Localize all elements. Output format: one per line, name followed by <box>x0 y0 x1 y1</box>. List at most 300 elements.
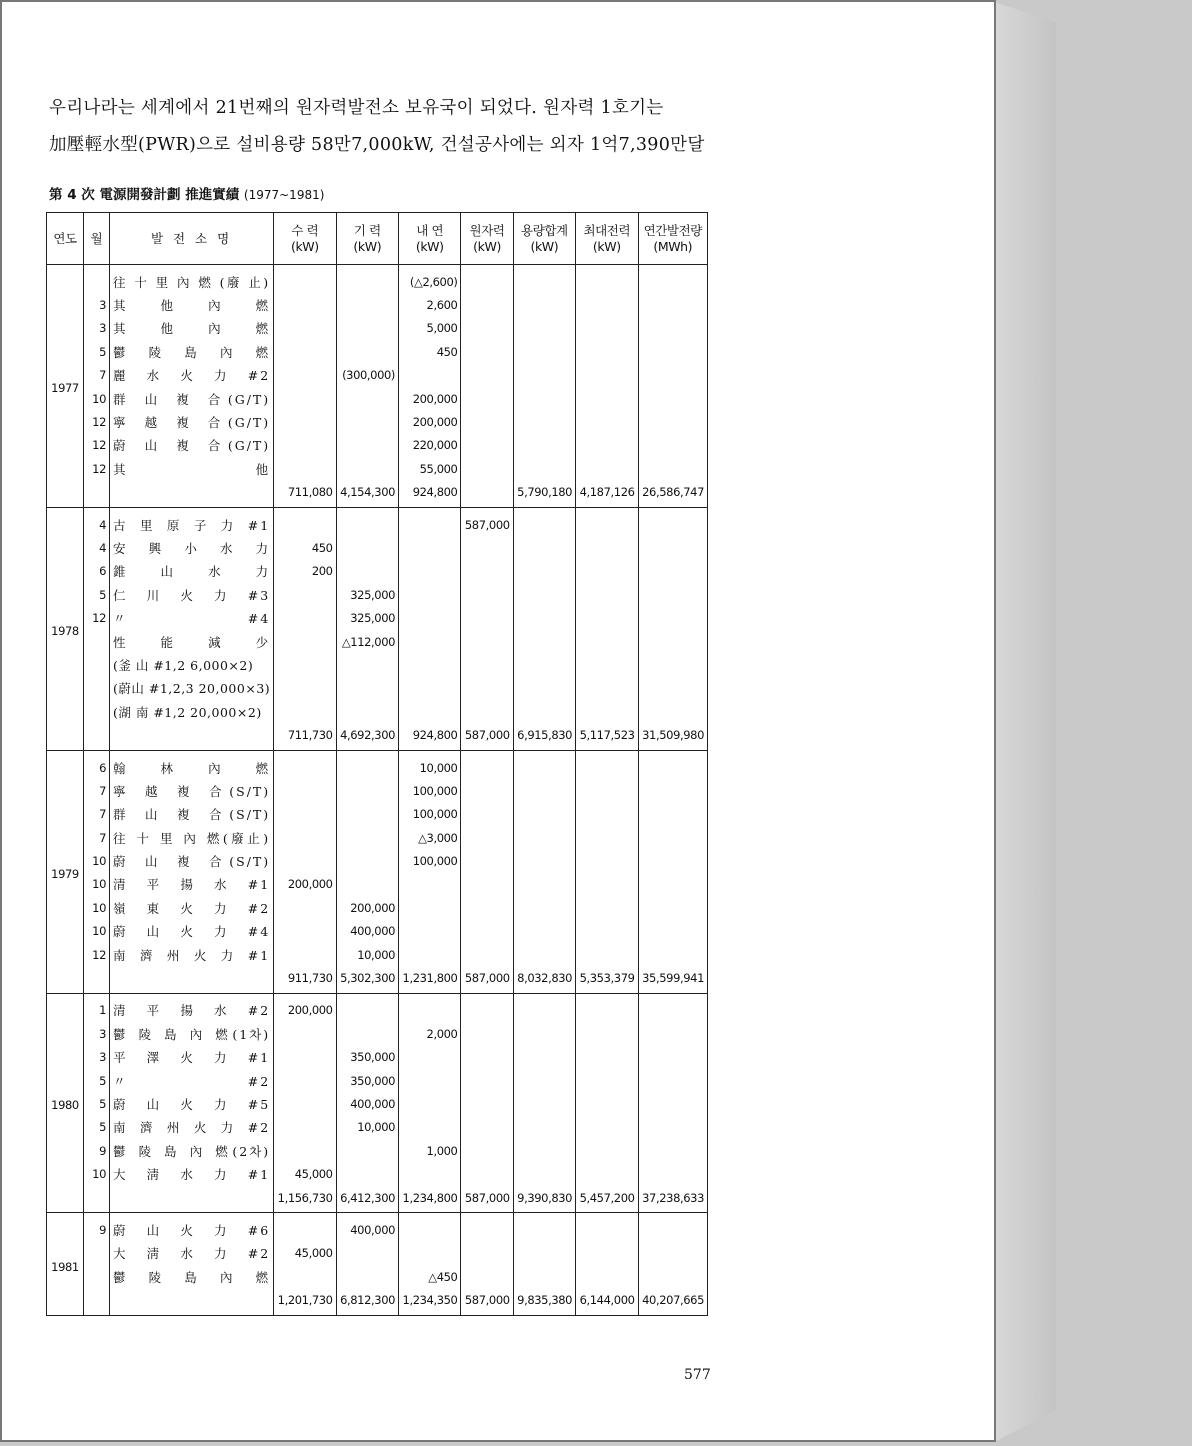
hydro-cell <box>274 677 336 700</box>
hydro-cell: 711,080 <box>274 481 336 508</box>
thermal-cell <box>336 873 398 896</box>
nuclear-cell <box>461 340 513 363</box>
table-row <box>47 803 708 826</box>
thermal-cell: 10,000 <box>336 943 398 966</box>
internal-combustion-cell: 2,600 <box>399 293 461 316</box>
annual-generation-cell <box>638 434 707 457</box>
nuclear-cell <box>461 1046 513 1069</box>
month-cell: 12 <box>84 410 110 433</box>
table-row <box>47 481 708 508</box>
annual-generation-cell <box>638 1265 707 1288</box>
nuclear-cell <box>461 993 513 1022</box>
table-row <box>47 536 708 559</box>
peak-power-cell <box>576 1265 638 1288</box>
plant-name-cell: 性 能 減 少 <box>110 630 274 653</box>
plant-name-cell: 鬱 陵 島 內 燃 <box>110 1265 274 1288</box>
thermal-cell <box>336 560 398 583</box>
thermal-cell: (300,000) <box>336 364 398 387</box>
year-cell: 1980 <box>47 993 84 1213</box>
hydro-cell: 711,730 <box>274 723 336 750</box>
table-row <box>47 896 708 919</box>
hydro-cell <box>274 364 336 387</box>
capacity-total-cell <box>513 1069 575 1092</box>
body-paragraph-line-2: 加壓輕水型(PWR)으로 설비용량 58만7,000kW, 건설공사에는 외자 1억7,390만달 <box>49 135 705 155</box>
table-row <box>47 849 708 872</box>
thermal-cell <box>336 993 398 1022</box>
table-row <box>47 873 708 896</box>
nuclear-cell <box>461 700 513 723</box>
nuclear-cell <box>461 1116 513 1139</box>
thermal-cell: 4,154,300 <box>336 481 398 508</box>
table-row <box>47 920 708 943</box>
month-cell <box>84 1242 110 1265</box>
hydro-cell <box>274 849 336 872</box>
internal-combustion-cell <box>399 1242 461 1265</box>
internal-combustion-cell <box>399 536 461 559</box>
peak-power-cell <box>576 293 638 316</box>
internal-combustion-cell: 55,000 <box>399 457 461 480</box>
nuclear-cell <box>461 849 513 872</box>
capacity-total-cell <box>513 1265 575 1288</box>
hydro-cell <box>274 750 336 779</box>
plant-name-cell <box>110 1288 274 1315</box>
plant-name-cell: (湖 南 #1,2 20,000×2) <box>110 700 274 723</box>
power-development-table <box>46 212 708 1316</box>
capacity-total-cell <box>513 1046 575 1069</box>
capacity-total-cell: 8,032,830 <box>513 966 575 993</box>
hydro-cell <box>274 1213 336 1242</box>
thermal-cell: 6,812,300 <box>336 1288 398 1315</box>
internal-combustion-cell <box>399 364 461 387</box>
table-row <box>47 943 708 966</box>
table-row <box>47 779 708 802</box>
plant-name-cell: 大 淸 水 力 #1 <box>110 1162 274 1185</box>
thermal-cell <box>336 387 398 410</box>
thermal-cell <box>336 750 398 779</box>
hydro-cell <box>274 1092 336 1115</box>
annual-generation-cell <box>638 1069 707 1092</box>
nuclear-cell <box>461 387 513 410</box>
header-thermal: 기 력 (kW) <box>336 213 398 265</box>
nuclear-cell <box>461 630 513 653</box>
capacity-total-cell <box>513 507 575 536</box>
table-row <box>47 1069 708 1092</box>
plant-name-cell: 錐 山 水 力 <box>110 560 274 583</box>
nuclear-cell <box>461 481 513 508</box>
hydro-cell <box>274 920 336 943</box>
table-row <box>47 1213 708 1242</box>
peak-power-cell <box>576 434 638 457</box>
table-row <box>47 434 708 457</box>
plant-name-cell <box>110 966 274 993</box>
annual-generation-cell <box>638 293 707 316</box>
internal-combustion-cell: 100,000 <box>399 779 461 802</box>
plant-name-cell: 往 十 里 內 燃 (廢 止) <box>110 265 274 294</box>
annual-generation-cell <box>638 1242 707 1265</box>
table-caption-title: 第 4 次 電源開發計劃 推進實績 <box>49 187 240 203</box>
internal-combustion-cell: 10,000 <box>399 750 461 779</box>
hydro-cell <box>274 1046 336 1069</box>
month-cell <box>84 265 110 294</box>
thermal-cell <box>336 779 398 802</box>
nuclear-cell <box>461 803 513 826</box>
table-row <box>47 340 708 363</box>
capacity-total-cell: 5,790,180 <box>513 481 575 508</box>
plant-name-cell: 往 十 里 內 燃(廢止) <box>110 826 274 849</box>
peak-power-cell <box>576 849 638 872</box>
plant-name-cell: 鬱 陵 島 內 燃(2차) <box>110 1139 274 1162</box>
plant-name-cell: 仁 川 火 力 #3 <box>110 583 274 606</box>
capacity-total-cell: 6,915,830 <box>513 723 575 750</box>
hydro-cell <box>274 507 336 536</box>
thermal-cell <box>336 1022 398 1045</box>
hydro-cell: 45,000 <box>274 1242 336 1265</box>
nuclear-cell <box>461 1265 513 1288</box>
annual-generation-cell <box>638 826 707 849</box>
thermal-cell: 400,000 <box>336 920 398 943</box>
plant-name-cell: 其 他 <box>110 457 274 480</box>
nuclear-cell <box>461 364 513 387</box>
nuclear-cell <box>461 1022 513 1045</box>
thermal-cell <box>336 1162 398 1185</box>
table-row <box>47 826 708 849</box>
table-row <box>47 583 708 606</box>
annual-generation-cell <box>638 457 707 480</box>
thermal-cell <box>336 1265 398 1288</box>
annual-generation-cell <box>638 700 707 723</box>
hydro-cell <box>274 943 336 966</box>
internal-combustion-cell: 5,000 <box>399 317 461 340</box>
thermal-cell: 350,000 <box>336 1046 398 1069</box>
peak-power-cell <box>576 896 638 919</box>
annual-generation-cell: 26,586,747 <box>638 481 707 508</box>
table-row <box>47 507 708 536</box>
hydro-cell <box>274 630 336 653</box>
peak-power-cell <box>576 826 638 849</box>
annual-generation-cell <box>638 677 707 700</box>
annual-generation-cell <box>638 1046 707 1069</box>
month-cell: 5 <box>84 1116 110 1139</box>
plant-name-cell: 鬱 陵 島 內 燃(1차) <box>110 1022 274 1045</box>
annual-generation-cell <box>638 993 707 1022</box>
header-capacity-total: 용량합계 (kW) <box>513 213 575 265</box>
thermal-cell <box>336 434 398 457</box>
month-cell: 6 <box>84 750 110 779</box>
month-cell: 3 <box>84 293 110 316</box>
capacity-total-cell <box>513 387 575 410</box>
month-cell: 6 <box>84 560 110 583</box>
annual-generation-cell <box>638 317 707 340</box>
month-cell: 3 <box>84 1022 110 1045</box>
plant-name-cell: 安 興 小 水 力 <box>110 536 274 559</box>
hydro-cell: 45,000 <box>274 1162 336 1185</box>
internal-combustion-cell <box>399 1069 461 1092</box>
table-row <box>47 1116 708 1139</box>
page-number: 577 <box>684 1367 711 1383</box>
month-cell: 12 <box>84 434 110 457</box>
table-row <box>47 457 708 480</box>
plant-name-cell <box>110 723 274 750</box>
nuclear-cell <box>461 434 513 457</box>
annual-generation-cell <box>638 750 707 779</box>
annual-generation-cell: 37,238,633 <box>638 1186 707 1213</box>
table-row <box>47 1162 708 1185</box>
thermal-cell: 6,412,300 <box>336 1186 398 1213</box>
annual-generation-cell: 31,509,980 <box>638 723 707 750</box>
thermal-cell <box>336 653 398 676</box>
annual-generation-cell <box>638 943 707 966</box>
hydro-cell: 1,156,730 <box>274 1186 336 1213</box>
annual-generation-cell <box>638 583 707 606</box>
plant-name-cell: 其 他 內 燃 <box>110 317 274 340</box>
header-peak-power: 최대전력 (kW) <box>576 213 638 265</box>
capacity-total-cell <box>513 630 575 653</box>
nuclear-cell: 587,000 <box>461 507 513 536</box>
thermal-cell <box>336 1139 398 1162</box>
thermal-cell <box>336 457 398 480</box>
annual-generation-cell <box>638 560 707 583</box>
capacity-total-cell <box>513 1213 575 1242</box>
hydro-cell <box>274 340 336 363</box>
plant-name-cell: 清 平 揚 水 #1 <box>110 873 274 896</box>
table-row <box>47 653 708 676</box>
hydro-cell <box>274 293 336 316</box>
peak-power-cell <box>576 457 638 480</box>
month-cell: 9 <box>84 1213 110 1242</box>
hydro-cell <box>274 1116 336 1139</box>
capacity-total-cell <box>513 677 575 700</box>
nuclear-cell <box>461 560 513 583</box>
peak-power-cell <box>576 1069 638 1092</box>
nuclear-cell <box>461 653 513 676</box>
internal-combustion-cell <box>399 677 461 700</box>
plant-name-cell: 蔚 山 火 力 #6 <box>110 1213 274 1242</box>
peak-power-cell <box>576 560 638 583</box>
internal-combustion-cell: △450 <box>399 1265 461 1288</box>
annual-generation-cell <box>638 265 707 294</box>
hydro-cell <box>274 653 336 676</box>
thermal-cell: △112,000 <box>336 630 398 653</box>
plant-name-cell: 嶺 東 火 力 #2 <box>110 896 274 919</box>
internal-combustion-cell <box>399 1092 461 1115</box>
capacity-total-cell <box>513 1162 575 1185</box>
peak-power-cell <box>576 1116 638 1139</box>
month-cell: 5 <box>84 340 110 363</box>
month-cell <box>84 700 110 723</box>
plant-name-cell: 大 淸 水 力 #2 <box>110 1242 274 1265</box>
header-nuclear: 원자력 (kW) <box>461 213 513 265</box>
header-annual-generation: 연간발전량 (MWh) <box>638 213 707 265</box>
header-month: 월 <box>84 213 110 265</box>
internal-combustion-cell <box>399 653 461 676</box>
internal-combustion-cell: (△2,600) <box>399 265 461 294</box>
thermal-cell: 5,302,300 <box>336 966 398 993</box>
plant-name-cell: 蔚 山 複 合(G/T) <box>110 434 274 457</box>
nuclear-cell <box>461 265 513 294</box>
thermal-cell: 325,000 <box>336 583 398 606</box>
plant-name-cell: 〃 #2 <box>110 1069 274 1092</box>
peak-power-cell <box>576 677 638 700</box>
plant-name-cell: 蔚 山 火 力 #5 <box>110 1092 274 1115</box>
internal-combustion-cell <box>399 1162 461 1185</box>
month-cell: 3 <box>84 1046 110 1069</box>
annual-generation-cell: 35,599,941 <box>638 966 707 993</box>
month-cell: 5 <box>84 583 110 606</box>
plant-name-cell: 南 濟 州 火 力 #2 <box>110 1116 274 1139</box>
plant-name-cell: (蔚山 #1,2,3 20,000×3) <box>110 677 274 700</box>
table-row <box>47 630 708 653</box>
hydro-cell <box>274 583 336 606</box>
month-cell: 3 <box>84 317 110 340</box>
thermal-cell <box>336 849 398 872</box>
table-row <box>47 677 708 700</box>
thermal-cell: 350,000 <box>336 1069 398 1092</box>
thermal-cell <box>336 340 398 363</box>
capacity-total-cell <box>513 364 575 387</box>
month-cell: 12 <box>84 606 110 629</box>
internal-combustion-cell: 924,800 <box>399 723 461 750</box>
table-caption-period: (1977~1981) <box>243 188 325 202</box>
hydro-cell <box>274 1069 336 1092</box>
thermal-cell <box>336 410 398 433</box>
annual-generation-cell <box>638 1116 707 1139</box>
table-row <box>47 560 708 583</box>
peak-power-cell <box>576 943 638 966</box>
table-header-row <box>47 213 708 265</box>
internal-combustion-cell: 450 <box>399 340 461 363</box>
month-cell <box>84 966 110 993</box>
internal-combustion-cell <box>399 1213 461 1242</box>
capacity-total-cell <box>513 826 575 849</box>
internal-combustion-cell <box>399 896 461 919</box>
annual-generation-cell <box>638 1139 707 1162</box>
nuclear-cell <box>461 1069 513 1092</box>
nuclear-cell: 587,000 <box>461 1186 513 1213</box>
table-row <box>47 410 708 433</box>
plant-name-cell: 群 山 複 合(S/T) <box>110 803 274 826</box>
month-cell: 10 <box>84 873 110 896</box>
nuclear-cell <box>461 606 513 629</box>
plant-name-cell: 蔚 山 火 力 #4 <box>110 920 274 943</box>
internal-combustion-cell: 100,000 <box>399 803 461 826</box>
table-row <box>47 750 708 779</box>
internal-combustion-cell: 100,000 <box>399 849 461 872</box>
nuclear-cell <box>461 1242 513 1265</box>
table-body <box>47 265 708 1316</box>
table-row <box>47 1186 708 1213</box>
month-cell <box>84 481 110 508</box>
nuclear-cell: 587,000 <box>461 966 513 993</box>
month-cell: 10 <box>84 920 110 943</box>
annual-generation-cell <box>638 920 707 943</box>
table-row <box>47 1242 708 1265</box>
internal-combustion-cell <box>399 1116 461 1139</box>
capacity-total-cell: 9,835,380 <box>513 1288 575 1315</box>
month-cell: 5 <box>84 1092 110 1115</box>
plant-name-cell: 蔚 山 複 合(S/T) <box>110 849 274 872</box>
plant-name-cell: 清 平 揚 水 #2 <box>110 993 274 1022</box>
thermal-cell: 200,000 <box>336 896 398 919</box>
thermal-cell <box>336 803 398 826</box>
month-cell: 7 <box>84 779 110 802</box>
month-cell: 12 <box>84 943 110 966</box>
nuclear-cell <box>461 873 513 896</box>
table-row <box>47 1022 708 1045</box>
capacity-total-cell <box>513 653 575 676</box>
peak-power-cell <box>576 630 638 653</box>
internal-combustion-cell: 200,000 <box>399 410 461 433</box>
capacity-total-cell <box>513 457 575 480</box>
capacity-total-cell <box>513 1022 575 1045</box>
capacity-total-cell <box>513 293 575 316</box>
table-row <box>47 265 708 294</box>
peak-power-cell <box>576 779 638 802</box>
plant-name-cell: 翰 林 內 燃 <box>110 750 274 779</box>
annual-generation-cell <box>638 849 707 872</box>
hydro-cell <box>274 826 336 849</box>
annual-generation-cell <box>638 1092 707 1115</box>
hydro-cell: 200,000 <box>274 993 336 1022</box>
plant-name-cell: 鬱 陵 島 內 燃 <box>110 340 274 363</box>
table-row <box>47 1265 708 1288</box>
month-cell: 10 <box>84 896 110 919</box>
nuclear-cell <box>461 1162 513 1185</box>
hydro-cell <box>274 317 336 340</box>
page-stack-edge <box>994 2 1056 1442</box>
nuclear-cell <box>461 410 513 433</box>
year-cell: 1978 <box>47 507 84 750</box>
nuclear-cell <box>461 1139 513 1162</box>
internal-combustion-cell: 924,800 <box>399 481 461 508</box>
capacity-total-cell <box>513 993 575 1022</box>
header-internal-combustion: 내 연 (kW) <box>399 213 461 265</box>
peak-power-cell: 5,353,379 <box>576 966 638 993</box>
header-plant-name: 발 전 소 명 <box>110 213 274 265</box>
peak-power-cell <box>576 1213 638 1242</box>
internal-combustion-cell: 1,234,350 <box>399 1288 461 1315</box>
nuclear-cell: 587,000 <box>461 723 513 750</box>
nuclear-cell <box>461 1213 513 1242</box>
plant-name-cell <box>110 481 274 508</box>
capacity-total-cell <box>513 1139 575 1162</box>
hydro-cell <box>274 606 336 629</box>
capacity-total-cell <box>513 410 575 433</box>
annual-generation-cell <box>638 779 707 802</box>
nuclear-cell <box>461 583 513 606</box>
nuclear-cell <box>461 317 513 340</box>
capacity-total-cell <box>513 434 575 457</box>
nuclear-cell <box>461 750 513 779</box>
annual-generation-cell <box>638 410 707 433</box>
capacity-total-cell <box>513 920 575 943</box>
month-cell: 7 <box>84 826 110 849</box>
annual-generation-cell <box>638 653 707 676</box>
nuclear-cell <box>461 779 513 802</box>
peak-power-cell <box>576 606 638 629</box>
thermal-cell: 10,000 <box>336 1116 398 1139</box>
internal-combustion-cell <box>399 1046 461 1069</box>
thermal-cell <box>336 826 398 849</box>
annual-generation-cell <box>638 630 707 653</box>
month-cell: 12 <box>84 457 110 480</box>
nuclear-cell <box>461 457 513 480</box>
capacity-total-cell <box>513 265 575 294</box>
peak-power-cell <box>576 653 638 676</box>
internal-combustion-cell: 1,231,800 <box>399 966 461 993</box>
thermal-cell: 4,692,300 <box>336 723 398 750</box>
nuclear-cell <box>461 677 513 700</box>
annual-generation-cell <box>638 803 707 826</box>
